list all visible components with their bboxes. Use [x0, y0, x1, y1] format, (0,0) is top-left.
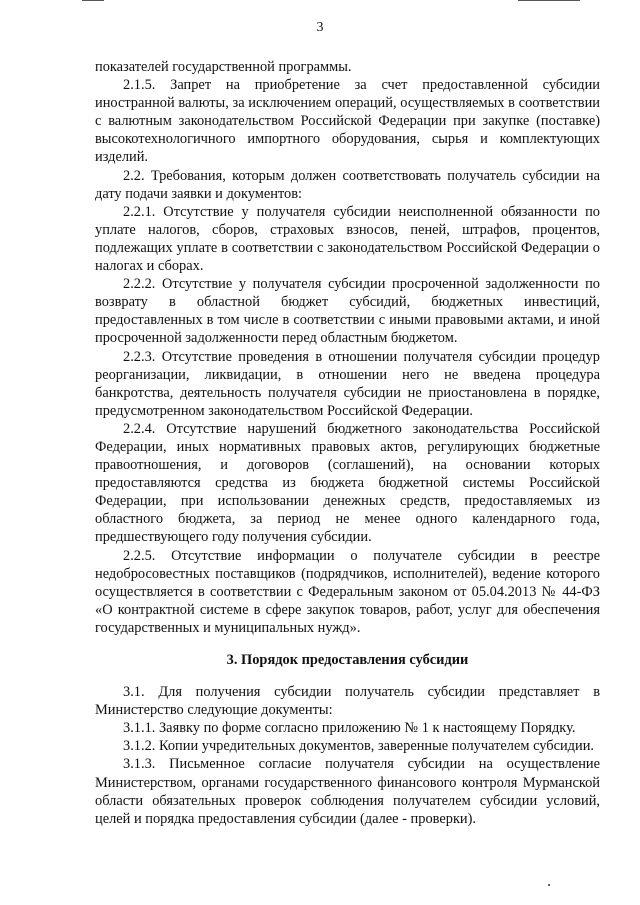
- paragraph-2-2-3: 2.2.3. Отсутствие проведения в отношении получателя субсидии процедур реорганизации, ликвидации, в отношении него не введена процедура банкротства, деятельность получателя субсидии не приостановлена в порядке, предусмотренном законодательством Российской Федерации.: [95, 348, 600, 419]
- scan-edge-line-right: [518, 0, 580, 1]
- document-body: [95, 58, 600, 828]
- paragraph-continuation: показателей государственной программы.: [95, 59, 352, 75]
- paragraph-2-2: 2.2. Требования, которым должен соответствовать получатель субсидии на дату подачи заявки и документов:: [95, 167, 600, 202]
- paragraph-2-2-4: 2.2.4. Отсутствие нарушений бюджетного законодательства Российской Федерации, иных нормативных правовых актов, регулирующих бюджетные правоотношения, и договоров (соглашений), на основании которых предоставляются средства из бюджета бюджетной системы Российской Федерации, при использовании денежных средств, предоставляемых из областного бюджета, за период не менее одного календарного года, предшествующего году получения субсидии.: [95, 420, 600, 546]
- paragraph-3-1-1: 3.1.1. Заявку по форме согласно приложению № 1 к настоящему Порядку.: [123, 720, 576, 737]
- page-number: 3: [316, 20, 324, 35]
- section-heading: 3. Порядок предоставления субсидии: [226, 652, 469, 668]
- paragraph-2-2-1: 2.2.1. Отсутствие у получателя субсидии неисполненной обязанности по уплате налогов, сборов, страховых взносов, пеней, штрафов, процентов, подлежащих уплате в соответствии с законодательством Российской Федерации о налогах и сборах.: [95, 203, 600, 275]
- paragraph-2-1-5: 2.1.5. Запрет на приобретение за счет предоставленной субсидии иностранной валюты, за исключением операций, осуществляемых в соответствии с валютным законодательством Российской Федерации при закупке (поставке) высокотехнологичного импортного оборудования, сырья и комплектующих изделий.: [95, 77, 600, 166]
- scan-edge-line-left: [82, 0, 104, 1]
- scan-speck: [548, 884, 550, 886]
- paragraph-3-1: 3.1. Для получения субсидии получатель субсидии представляет в Министерство следующие документы:: [95, 684, 600, 719]
- paragraph-2-2-5: 2.2.5. Отсутствие информации о получателе субсидии в реестре недобросовестных поставщиков (подрядчиков, исполнителей), ведение которого осуществляется в соответствии с Федеральным законом от 05.04.2013 № 44-ФЗ «О контрактной системе в сфере закупок товаров, работ, услуг для обеспечения государственных и муниципальных нужд».: [95, 547, 600, 636]
- paragraph-3-1-3: 3.1.3. Письменное согласие получателя субсидии на осуществление Министерством, органами государственного финансового контроля Мурманской области обязательных проверок соблюдения получателем субсидии условий, целей и порядка предоставления субсидии (далее - проверки).: [95, 756, 600, 827]
- paragraph-3-1-2: 3.1.2. Копии учредительных документов, заверенные получателем субсидии.: [123, 738, 595, 755]
- paragraph-2-2-2: 2.2.2. Отсутствие у получателя субсидии просроченной задолженности по возврату в областной бюджет субсидий, бюджетных инвестиций, предоставленных в том числе в соответствии с иными правовыми актами, и иной просроченной задолженности перед областным бюджетом.: [95, 276, 600, 347]
